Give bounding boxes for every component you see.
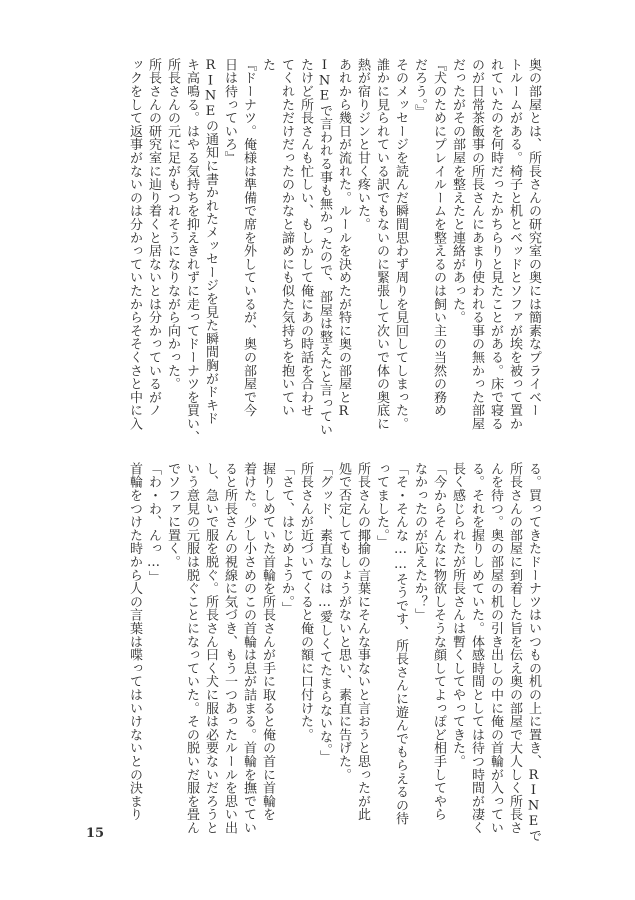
text-line: トルームがある。椅子と机とベッドとソファが埃を被って置か	[507, 58, 522, 431]
text-line: でソファに置く。	[165, 462, 180, 569]
text-line: んを待つ。奥の部屋の机の引き出しの中に俺の首輪が入ってい	[488, 462, 503, 835]
text-line: いう意見の元服は脱ぐことになっていた。その脱いだ服を畳ん	[184, 462, 199, 835]
text-line: 首輪をつけた時から人の言葉は喋ってはいけないとの決まり	[127, 462, 142, 822]
text-line: ると所長さんの視線に気づき、もう一つあったルールを思い出	[222, 462, 237, 835]
text-line: 所長さんの研究室に辿り着くと居ないとは分かっているがノ	[146, 58, 161, 418]
text-line: てくれただけだったのかなと諦めにも似た気持ちを抱いてい	[279, 58, 294, 418]
text-line: そのメッセージを読んだ瞬間思わず周りを見回してしまった。	[393, 58, 408, 431]
text-line: 握りしめていた首輪を所長さんが手に取ると俺の首に首輪を	[260, 462, 275, 822]
text-line: 所長さんの揶揄の言葉にそんな事ないと言おうと思ったが此	[355, 462, 370, 822]
text-line: RINEの通知に書かれたメッセージを見た瞬間胸がドキド	[203, 58, 218, 426]
text-line: れていたのを何時だったかちらりと見たことがある。床で寝る	[488, 58, 503, 431]
text-line: 「そ・そんな……そうです、所長さんに遊んでもらえるの待	[393, 462, 408, 826]
text-line: た	[260, 58, 275, 72]
text-line: 着けた。少し小さめのこの首輪は息が詰まる。首輪を撫でてい	[241, 462, 256, 835]
text-line: 処で否定してもしょうがないと思い、素直に告げた。	[336, 462, 351, 782]
text-line: ってました。」	[374, 462, 389, 549]
text-line: 『犬のためにプレイルームを整えるのは飼い主の当然の務め	[431, 58, 446, 418]
text-line: 誰かに見られている訳でもないのに緊張して次いで体の奥底に	[374, 58, 389, 431]
text-line: し、急いで服を脱ぐ。所長さん曰く犬に服は必要ないだろうと	[203, 462, 218, 835]
text-line: 所長さんが近づいてくると俺の額に口付けた。	[298, 462, 313, 742]
text-line: 所長さんの元に足がもつれそうになりながら向かった。	[165, 58, 180, 391]
text-line: 熱が宿りジンと甘く疼いた。	[355, 58, 370, 231]
text-line: 『ドーナツ。俺様は準備で席を外しているが、奥の部屋で今	[241, 58, 256, 418]
text-line: キ高鳴る。はやる気持ちを抑えきれずに走ってドーナツを買い、	[184, 58, 199, 444]
text-block-bottom	[127, 462, 543, 843]
text-line: たけど所長さんも忙しい、もしかして俺にあの時話を合わせ	[298, 58, 313, 418]
text-line: のが日常茶飯事の所長さんにあまり使われる事の無かった部屋	[469, 58, 484, 431]
text-line: る。それを握りしめていた。体感時間としては待つ時間が凄く	[469, 462, 484, 835]
text-line: 所長さんの部屋に到着した旨を伝え奥の部屋で大人しく所長さ	[507, 462, 522, 835]
text-line: 「わ・わ、んっ…」	[146, 462, 161, 584]
text-line: INEで言われる事も無かったので、部屋は整えたと言ってい	[317, 58, 332, 437]
text-block-top	[127, 58, 543, 456]
text-line: ックをして返事がないのは分かっていたからそそくさと中に入	[127, 58, 142, 431]
text-line: る。買ってきたドーナツはいつもの机の上に置き、RINEで	[526, 462, 541, 843]
text-line: 長く感じられたが所長さんは暫くしてやってきた。	[450, 462, 465, 768]
text-line: 日は待っていろ』	[222, 58, 237, 165]
page-number: 15	[86, 826, 105, 841]
text-line: 奥の部屋とは、所長さんの研究室の奥には簡素なプライベー	[526, 58, 541, 418]
text-line: だったがその部屋を整えたと連絡があった。	[450, 58, 465, 324]
text-line: 「今からそんなに物欲しそうな顔してよっぽど相手してやら	[431, 462, 446, 822]
text-line: あれから幾日が流れた。ルールを決めたが特に奥の部屋とR	[336, 58, 351, 420]
text-line: なかったのが応えたか？」	[412, 462, 427, 622]
text-line: 「さて、はじめようか。」	[279, 462, 294, 616]
text-line: だろう。』	[412, 58, 427, 118]
text-line: 「グッド、素直なのは…愛しくてたまらないな。」	[317, 462, 332, 764]
